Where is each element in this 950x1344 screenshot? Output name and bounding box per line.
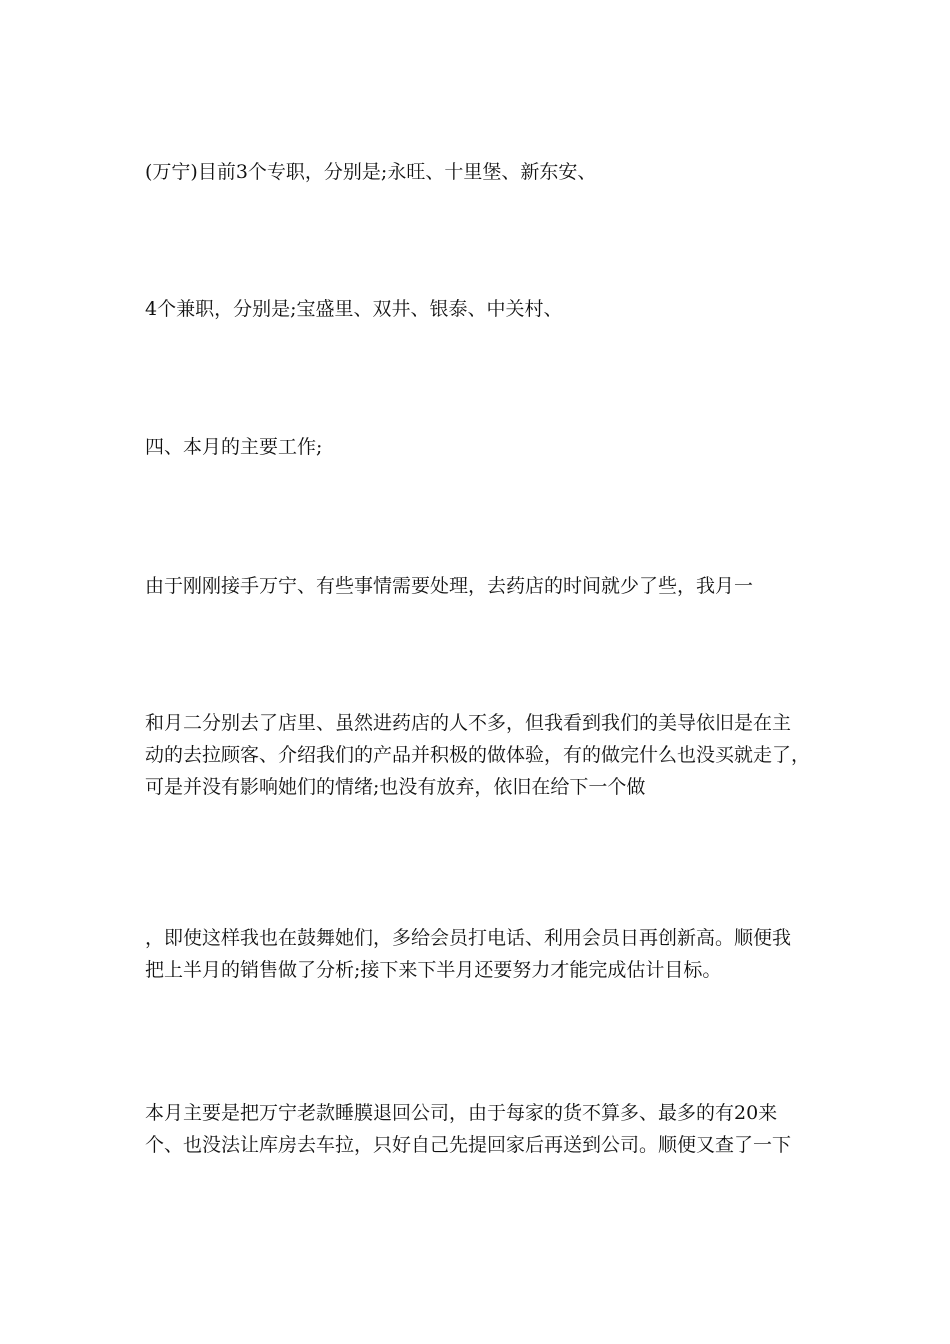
text-line: 把上半月的销售做了分析;接下来下半月还要努力才能完成估计目标。: [145, 959, 722, 981]
text-line: 和月二分别去了店里、虽然进药店的人不多，但我看到我们的美导依旧是在主: [145, 712, 792, 734]
text-line: 动的去拉顾客、介绍我们的产品并积极的做体验，有的做完什么也没买就走了，: [145, 744, 811, 766]
text-line: 可是并没有影响她们的情绪;也没有放弃，依旧在给下一个做: [145, 776, 646, 798]
text-line: ，即使这样我也在鼓舞她们，多给会员打电话、利用会员日再创新高。顺便我: [145, 927, 792, 949]
section-heading: [145, 431, 815, 463]
text-line: 四、本月的主要工作;: [145, 436, 323, 458]
paragraph-work-intro: [145, 570, 815, 602]
text-line: 由于刚刚接手万宁、有些事情需要处理，去药店的时间就少了些，我月一: [145, 575, 754, 597]
paragraph-returns: [145, 1097, 815, 1161]
text-line: 4个兼职，分别是;宝盛里、双井、银泰、中关村、: [145, 298, 563, 320]
text-line: (万宁)目前3个专职，分别是;永旺、十里堡、新东安、: [145, 161, 597, 183]
text-line: 本月主要是把万宁老款睡膜退回公司，由于每家的货不算多、最多的有20来: [145, 1102, 778, 1124]
paragraph-store-visit: [145, 707, 815, 803]
paragraph-staff-fulltime: [145, 156, 815, 188]
paragraph-staff-parttime: [145, 293, 815, 325]
text-line: 个、也没法让库房去车拉，只好自己先提回家后再送到公司。顺便又查了一下: [145, 1134, 792, 1156]
paragraph-encouragement: [145, 922, 815, 986]
